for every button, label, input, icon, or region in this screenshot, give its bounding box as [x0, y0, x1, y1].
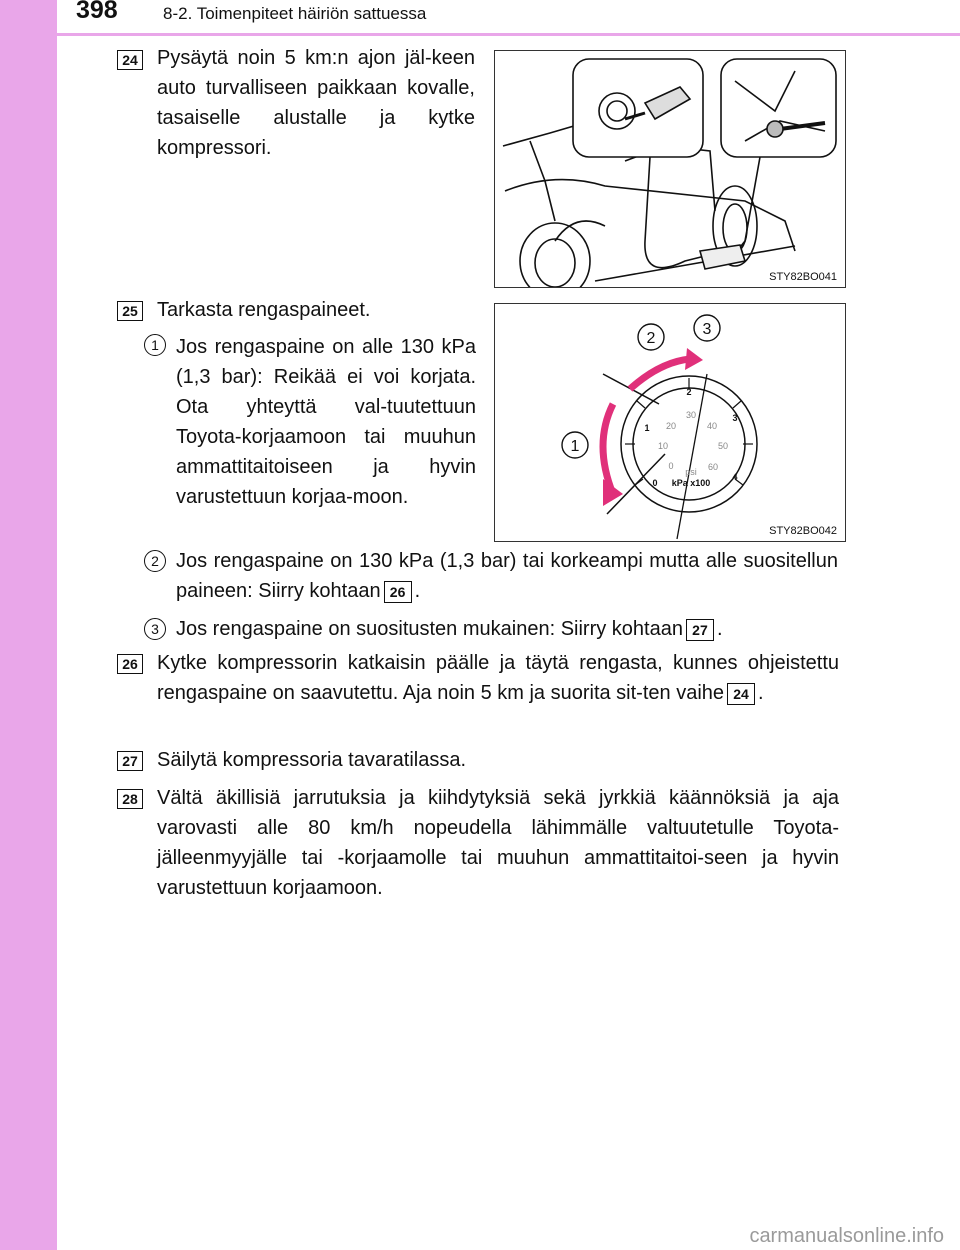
scale-bar-4: 4	[732, 472, 738, 482]
svg-text:2: 2	[646, 330, 656, 347]
car-compressor-illustration	[495, 51, 845, 287]
step-badge-25: 25	[117, 301, 143, 321]
scale-psi-10: 10	[657, 441, 669, 451]
substep-number-1: 1	[144, 334, 166, 356]
callout-3	[694, 315, 720, 341]
figure-compressor-connection	[494, 50, 846, 288]
callout-1	[562, 432, 588, 458]
svg-text:3: 3	[702, 321, 712, 338]
step-text-28: Vältä äkillisiä jarrutuksia ja kiihdytyksiä sekä jyrkkiä käännöksiä ja aja varovasti alle 80 km/h nopeudella lähimmälle valtuutetulle Toyota-jälleenmyyjälle tai -korjaamolle tai muuhun ammattitaitoi-seen ja hyvin varustettuun korjaamoon.	[157, 787, 839, 899]
figure-code: STY82BO042	[769, 525, 837, 537]
scale-psi-40: 40	[706, 421, 718, 431]
substep-number-2: 2	[144, 550, 166, 572]
step-badge-28: 28	[117, 789, 143, 809]
step-ref-badge: 26	[384, 581, 412, 603]
scale-psi-20: 20	[665, 421, 677, 431]
step-ref-badge: 24	[727, 683, 755, 705]
step-badge-26: 26	[117, 654, 143, 674]
pressure-gauge-illustration	[495, 304, 845, 541]
step-badge-27: 27	[117, 751, 143, 771]
figure-code: STY82BO041	[769, 271, 837, 283]
scale-bar-3: 3	[732, 413, 738, 423]
scale-psi-60: 60	[707, 462, 719, 472]
scale-psi-0: 0	[668, 461, 674, 471]
substep-text-3: Jos rengaspaine on suositusten mukainen: Siirry kohtaan 27 .	[176, 618, 723, 640]
step-text-27: Säilytä kompressoria tavaratilassa.	[157, 749, 467, 771]
substep-text-2: Jos rengaspaine on 130 kPa (1,3 bar) tai korkeampi mutta alle suositellun paineen: Siirry kohtaan 26 .	[176, 550, 838, 602]
svg-text:1: 1	[570, 438, 580, 455]
scale-bar-2: 2	[686, 387, 692, 397]
scale-bar-0: 0	[652, 478, 658, 488]
callout-2	[638, 324, 664, 350]
header-rule	[57, 33, 960, 36]
section-title: 8-2. Toimenpiteet häiriön sattuessa	[163, 4, 427, 23]
gauge-unit: kPa x100	[671, 478, 711, 488]
scale-psi-label: psi	[685, 467, 697, 477]
sidebar-tab	[0, 0, 57, 1250]
scale-psi-50: 50	[717, 441, 729, 451]
scale-bar-1: 1	[644, 423, 650, 433]
step-text-24: Pysäytä noin 5 km:n ajon jäl-keen auto turvalliseen paikkaan kovalle, tasaiselle alustalle ja kytke kompressori.	[157, 47, 475, 159]
scale-psi-30: 30	[685, 410, 697, 420]
page-number: 398	[76, 0, 118, 24]
step-text-26: Kytke kompressorin katkaisin päälle ja täytä rengasta, kunnes ohjeistettu rengaspaine on saavutettu. Aja noin 5 km ja suorita sit-ten vaihe 24 .	[157, 652, 839, 704]
substep-number-3: 3	[144, 618, 166, 640]
step-ref-badge: 27	[686, 619, 714, 641]
watermark: carmanualsonline.info	[749, 1225, 944, 1247]
step-text-25: Tarkasta rengaspaineet.	[157, 299, 371, 321]
figure-pressure-gauge	[494, 303, 846, 542]
page-header	[0, 0, 960, 36]
step-badge-24: 24	[117, 50, 143, 70]
substep-text-1: Jos rengaspaine on alle 130 kPa (1,3 bar): Reikää ei voi korjata. Ota yhteyttä val-tuutettuun Toyota-korjaamoon tai muuhun ammattitaitoiseen ja hyvin varustettuun korjaa-moon.	[176, 336, 476, 508]
